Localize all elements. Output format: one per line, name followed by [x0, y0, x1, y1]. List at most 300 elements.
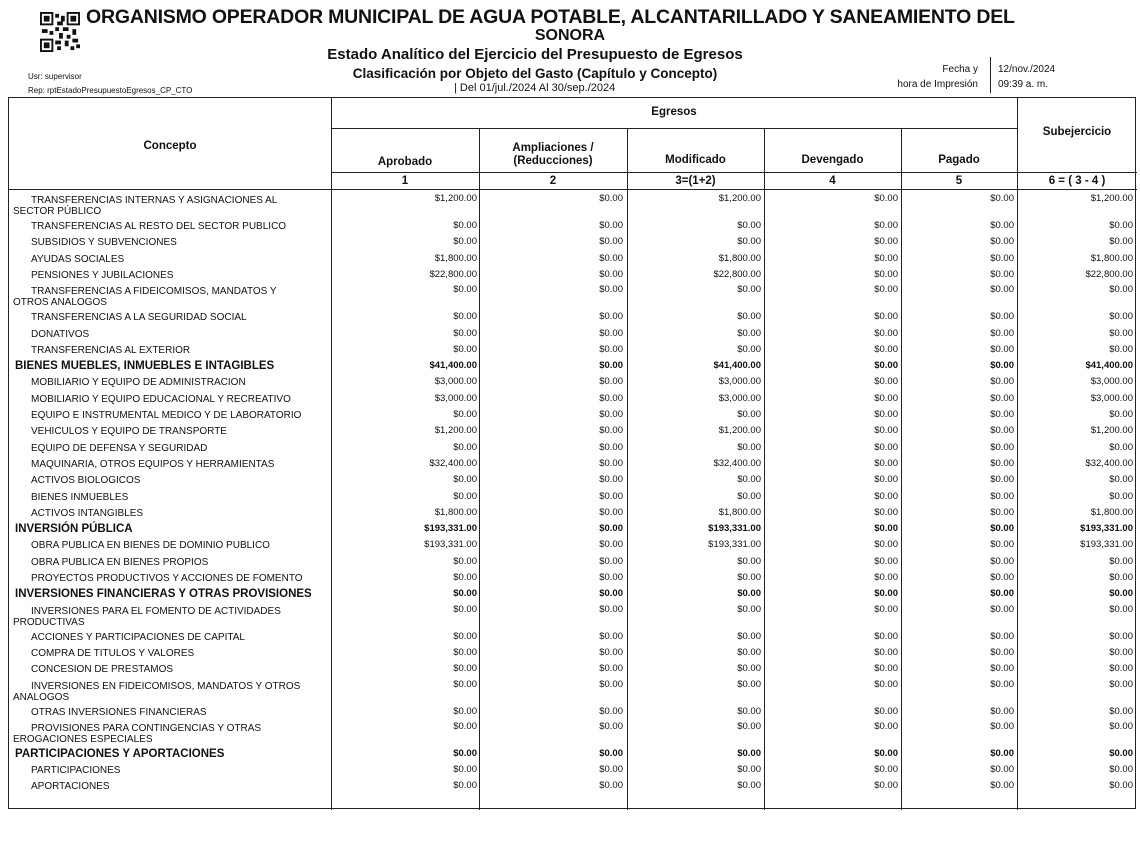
- amount-cell: $0.00: [599, 311, 623, 323]
- amount-cell: $0.00: [874, 603, 898, 615]
- amount-cell: $0.00: [1109, 630, 1133, 642]
- concepto-cell: [31, 312, 247, 323]
- amount-cell: $0.00: [874, 360, 898, 372]
- amount-cell: $0.00: [874, 678, 898, 690]
- amount-cell: $0.00: [990, 764, 1014, 776]
- concepto-cell: [13, 722, 262, 745]
- amount-cell: $0.00: [990, 311, 1014, 323]
- concepto-text: ACCIONES Y PARTICIPACIONES DE CAPITAL: [31, 631, 245, 643]
- amount-cell: $193,331.00: [424, 523, 477, 535]
- print-date-label-line2: hora de Impresión: [897, 79, 978, 90]
- amount-cell: $0.00: [874, 588, 898, 600]
- concepto-cell: [15, 523, 133, 535]
- amount-cell: $0.00: [737, 603, 761, 615]
- concepto-text-continuation: EROGACIONES ESPECIALES: [13, 733, 153, 745]
- amount-cell: $0.00: [1109, 646, 1133, 658]
- concepto-text-continuation: OTROS ANALOGOS: [13, 297, 107, 309]
- concepto-text: EQUIPO DE DEFENSA Y SEGURIDAD: [31, 442, 208, 454]
- amount-cell: $193,331.00: [1080, 523, 1133, 535]
- amount-cell: $0.00: [737, 720, 761, 732]
- amount-cell: $0.00: [874, 490, 898, 502]
- amount-cell: $0.00: [453, 409, 477, 420]
- amount-cell: $0.00: [1109, 705, 1133, 717]
- amount-cell: $0.00: [453, 780, 477, 792]
- amount-cell: $0.00: [874, 268, 898, 280]
- amount-cell: $0.00: [874, 376, 898, 388]
- concepto-cell: [31, 254, 124, 265]
- amount-cell: $0.00: [599, 523, 623, 535]
- concepto-cell: [31, 557, 208, 568]
- amount-cell: $0.00: [599, 343, 623, 355]
- amount-cell: $0.00: [453, 441, 477, 453]
- budget-table: [8, 97, 1136, 809]
- amount-cell: $0.00: [990, 780, 1014, 792]
- amount-cell: $0.00: [1109, 764, 1133, 776]
- amount-cell: $0.00: [737, 588, 761, 600]
- table-row: [9, 555, 1137, 571]
- amount-cell: $0.00: [453, 343, 477, 355]
- amount-cell: $32,400.00: [713, 457, 761, 469]
- amount-cell: $3,000.00: [718, 376, 761, 388]
- concepto-cell: [13, 680, 301, 703]
- concepto-cell: [31, 781, 110, 792]
- amount-cell: $0.00: [453, 646, 477, 658]
- header-colnum-2: 2: [549, 175, 557, 187]
- amount-cell: $0.00: [990, 588, 1014, 600]
- table-row: [9, 252, 1137, 268]
- concepto-cell: [15, 360, 274, 372]
- amount-cell: $0.00: [990, 409, 1014, 420]
- chapter-row: [9, 522, 1137, 538]
- amount-cell: $0.00: [453, 678, 477, 690]
- concepto-text-continuation: PRODUCTIVAS: [13, 616, 85, 628]
- amount-cell: $0.00: [453, 474, 477, 486]
- amount-cell: $0.00: [1109, 678, 1133, 690]
- amount-cell: $0.00: [990, 236, 1014, 248]
- amount-cell: $0.00: [990, 474, 1014, 486]
- amount-cell: $0.00: [874, 193, 898, 204]
- concepto-cell: [13, 195, 278, 217]
- concepto-text: OBRA PUBLICA EN BIENES DE DOMINIO PUBLICO: [31, 540, 270, 552]
- amount-cell: $0.00: [874, 705, 898, 717]
- header-ampliaciones: Ampliaciones / (Reducciones): [512, 142, 594, 167]
- concepto-cell: [15, 588, 312, 600]
- amount-cell: $0.00: [737, 441, 761, 453]
- concepto-cell: [31, 394, 291, 405]
- amount-cell: $0.00: [874, 720, 898, 732]
- concepto-text-continuation: ANALOGOS: [13, 691, 70, 703]
- concepto-cell: [31, 508, 143, 519]
- amount-cell: $0.00: [1109, 588, 1133, 600]
- amount-cell: $0.00: [599, 252, 623, 264]
- chapter-row: [9, 359, 1137, 375]
- table-row: [9, 310, 1137, 326]
- amount-cell: $0.00: [874, 343, 898, 355]
- amount-cell: $0.00: [453, 490, 477, 502]
- amount-cell: $0.00: [737, 409, 761, 420]
- print-date: 12/nov./2024: [998, 64, 1056, 75]
- amount-cell: $0.00: [737, 646, 761, 658]
- table-row: [9, 457, 1137, 473]
- amount-cell: $0.00: [990, 747, 1014, 759]
- amount-cell: $0.00: [737, 490, 761, 502]
- concepto-cell: [31, 475, 140, 486]
- concepto-text: INVERSIONES PARA EL FOMENTO DE ACTIVIDADES: [31, 605, 281, 617]
- table-row: [9, 646, 1137, 662]
- header-concepto: Concepto: [143, 140, 197, 152]
- print-date-value: [998, 62, 1055, 92]
- header-colnum-3: 3=(1+2): [675, 175, 716, 187]
- amount-cell: $0.00: [1109, 236, 1133, 248]
- concepto-text: INVERSIONES EN FIDEICOMISOS, MANDATOS Y OTROS: [31, 680, 301, 692]
- amount-cell: $0.00: [1109, 490, 1133, 502]
- concepto-text: BIENES INMUEBLES: [31, 491, 129, 503]
- amount-cell: $32,400.00: [429, 457, 477, 469]
- amount-cell: $0.00: [599, 457, 623, 469]
- table-row: [9, 327, 1137, 343]
- amount-cell: $0.00: [990, 457, 1014, 469]
- amount-cell: $1,200.00: [1090, 193, 1133, 204]
- report-id-label: Rep: rptEstadoPresupuestoEgresos_CP_CTO: [28, 86, 193, 95]
- amount-cell: $0.00: [1109, 555, 1133, 567]
- amount-cell: $3,000.00: [1090, 376, 1133, 388]
- amount-cell: $0.00: [990, 252, 1014, 264]
- concepto-cell: [13, 605, 281, 628]
- amount-cell: $0.00: [874, 220, 898, 231]
- amount-cell: $193,331.00: [708, 539, 761, 551]
- amount-cell: $0.00: [737, 555, 761, 567]
- amount-cell: $0.00: [990, 555, 1014, 567]
- amount-cell: $0.00: [1109, 603, 1133, 615]
- amount-cell: $1,800.00: [718, 506, 761, 518]
- amount-cell: $0.00: [599, 646, 623, 658]
- amount-cell: $3,000.00: [434, 376, 477, 388]
- amount-cell: $0.00: [599, 284, 623, 296]
- amount-cell: $0.00: [599, 705, 623, 717]
- amount-cell: $0.00: [1109, 311, 1133, 323]
- amount-cell: $0.00: [990, 392, 1014, 404]
- amount-cell: $0.00: [737, 284, 761, 296]
- concepto-text: VEHICULOS Y EQUIPO DE TRANSPORTE: [31, 426, 227, 438]
- table-row: [9, 235, 1137, 251]
- table-row: [9, 375, 1137, 391]
- amount-cell: $0.00: [737, 311, 761, 323]
- amount-cell: $0.00: [737, 663, 761, 675]
- amount-cell: $0.00: [1109, 343, 1133, 355]
- amount-cell: $0.00: [874, 474, 898, 486]
- amount-cell: $0.00: [874, 392, 898, 404]
- amount-cell: $0.00: [990, 490, 1014, 502]
- amount-cell: $0.00: [453, 236, 477, 248]
- amount-cell: $0.00: [599, 780, 623, 792]
- amount-cell: $1,800.00: [1090, 506, 1133, 518]
- amount-cell: $0.00: [990, 360, 1014, 372]
- amount-cell: $0.00: [737, 220, 761, 231]
- amount-cell: $0.00: [990, 630, 1014, 642]
- amount-cell: $0.00: [1109, 284, 1133, 296]
- concepto-text: TRANSFERENCIAS AL RESTO DEL SECTOR PUBLICO: [31, 221, 287, 232]
- table-row: [9, 424, 1137, 440]
- amount-cell: $0.00: [599, 747, 623, 759]
- amount-cell: $0.00: [599, 603, 623, 615]
- chapter-row: [9, 587, 1137, 603]
- amount-cell: $0.00: [453, 603, 477, 615]
- amount-cell: $3,000.00: [1090, 392, 1133, 404]
- amount-cell: $0.00: [1109, 474, 1133, 486]
- amount-cell: $0.00: [990, 343, 1014, 355]
- concepto-text: INVERSIONES FINANCIERAS Y OTRAS PROVISIONES: [15, 588, 312, 601]
- header-subejercicio: Subejercicio: [1042, 126, 1112, 138]
- amount-cell: $0.00: [1109, 720, 1133, 732]
- amount-cell: $0.00: [737, 572, 761, 583]
- amount-cell: $0.00: [453, 572, 477, 583]
- amount-cell: $0.00: [599, 539, 623, 551]
- amount-cell: $0.00: [599, 490, 623, 502]
- amount-cell: $0.00: [1109, 441, 1133, 453]
- concepto-text: TRANSFERENCIAS INTERNAS Y ASIGNACIONES AL: [31, 195, 278, 206]
- amount-cell: $0.00: [737, 678, 761, 690]
- concepto-cell: [31, 573, 303, 584]
- amount-cell: $0.00: [874, 506, 898, 518]
- amount-cell: $0.00: [874, 555, 898, 567]
- concepto-cell: [31, 270, 173, 281]
- amount-cell: $0.00: [990, 220, 1014, 231]
- amount-cell: $3,000.00: [718, 392, 761, 404]
- amount-cell: $0.00: [990, 193, 1014, 204]
- amount-cell: $1,800.00: [434, 252, 477, 264]
- amount-cell: $0.00: [737, 630, 761, 642]
- report-title: Estado Analítico del Ejercicio del Presupuesto de Egresos: [327, 46, 743, 63]
- amount-cell: $0.00: [599, 409, 623, 420]
- header-colnum-5: 5: [955, 175, 963, 187]
- amount-cell: $0.00: [1109, 220, 1133, 231]
- amount-cell: $0.00: [453, 555, 477, 567]
- amount-cell: $0.00: [990, 705, 1014, 717]
- table-row: [9, 473, 1137, 489]
- amount-cell: $0.00: [874, 646, 898, 658]
- concepto-cell: [31, 707, 207, 718]
- amount-cell: $0.00: [990, 441, 1014, 453]
- concepto-cell: [31, 540, 270, 551]
- amount-cell: $0.00: [599, 588, 623, 600]
- amount-cell: $32,400.00: [1085, 457, 1133, 469]
- concepto-cell: [31, 632, 245, 643]
- amount-cell: $22,800.00: [1085, 268, 1133, 280]
- amount-cell: $0.00: [453, 327, 477, 339]
- table-row: [9, 721, 1137, 747]
- amount-cell: $1,800.00: [434, 506, 477, 518]
- amount-cell: $0.00: [1109, 327, 1133, 339]
- table-row: [9, 779, 1137, 795]
- concepto-text: TRANSFERENCIAS A FIDEICOMISOS, MANDATOS Y: [31, 286, 277, 298]
- amount-cell: $1,800.00: [1090, 252, 1133, 264]
- amount-cell: $0.00: [599, 572, 623, 583]
- amount-cell: $41,400.00: [429, 360, 477, 372]
- concepto-text: OTRAS INVERSIONES FINANCIERAS: [31, 706, 207, 718]
- concepto-cell: [31, 221, 286, 232]
- amount-cell: $0.00: [453, 663, 477, 675]
- concepto-cell: [31, 765, 120, 776]
- chapter-row: [9, 747, 1137, 763]
- concepto-text-continuation: SECTOR PÚBLICO: [13, 206, 102, 217]
- grid-line: [9, 189, 1137, 190]
- concepto-text: MOBILIARIO Y EQUIPO EDUCACIONAL Y RECREATIVO: [31, 393, 291, 405]
- table-row: [9, 268, 1137, 284]
- amount-cell: $0.00: [874, 284, 898, 296]
- user-label: Usr: supervisor: [28, 72, 82, 81]
- header-pagado: Pagado: [938, 154, 980, 166]
- concepto-text: EQUIPO E INSTRUMENTAL MEDICO Y DE LABORATORIO: [31, 410, 302, 421]
- concepto-text: APORTACIONES: [31, 781, 110, 793]
- report-subtitle: Clasificación por Objeto del Gasto (Capítulo y Concepto): [352, 66, 718, 81]
- table-row: [9, 506, 1137, 522]
- concepto-text: CONCESION DE PRESTAMOS: [31, 664, 174, 676]
- concepto-text: PARTICIPACIONES: [31, 765, 121, 777]
- amount-cell: $0.00: [737, 343, 761, 355]
- print-time: 09:39 a. m.: [998, 79, 1049, 90]
- concepto-cell: [31, 664, 173, 675]
- amount-cell: $0.00: [990, 327, 1014, 339]
- concepto-text: COMPRA DE TITULOS Y VALORES: [31, 647, 195, 659]
- amount-cell: $1,200.00: [1090, 425, 1133, 437]
- amount-cell: $0.00: [874, 572, 898, 583]
- concepto-text: ACTIVOS INTANGIBLES: [31, 507, 144, 519]
- print-date-label: [880, 62, 978, 92]
- amount-cell: $0.00: [599, 425, 623, 437]
- amount-cell: $0.00: [874, 457, 898, 469]
- amount-cell: $0.00: [453, 220, 477, 231]
- amount-cell: $1,200.00: [718, 425, 761, 437]
- amount-cell: $0.00: [874, 539, 898, 551]
- concepto-cell: [31, 426, 227, 437]
- concepto-cell: [31, 492, 128, 503]
- amount-cell: $0.00: [737, 236, 761, 248]
- table-row: [9, 538, 1137, 554]
- concepto-text: MOBILIARIO Y EQUIPO DE ADMINISTRACION: [31, 377, 246, 389]
- organization-title-line2: SONORA: [534, 27, 606, 44]
- concepto-text: TRANSFERENCIAS AL EXTERIOR: [31, 344, 191, 356]
- amount-cell: $0.00: [737, 327, 761, 339]
- amount-cell: $0.00: [990, 523, 1014, 535]
- amount-cell: $3,000.00: [434, 392, 477, 404]
- amount-cell: $0.00: [990, 539, 1014, 551]
- amount-cell: $0.00: [990, 506, 1014, 518]
- amount-cell: $1,800.00: [718, 252, 761, 264]
- table-row: [9, 763, 1137, 779]
- concepto-cell: [31, 443, 207, 454]
- concepto-text: PROYECTOS PRODUCTIVOS Y ACCIONES DE FOMENTO: [31, 573, 303, 584]
- amount-cell: $0.00: [874, 780, 898, 792]
- header-colnum-1: 1: [401, 175, 409, 187]
- concepto-text: MAQUINARIA, OTROS EQUIPOS Y HERRAMIENTAS: [31, 458, 275, 470]
- amount-cell: $0.00: [990, 603, 1014, 615]
- amount-cell: $0.00: [599, 236, 623, 248]
- amount-cell: $1,200.00: [434, 425, 477, 437]
- amount-cell: $0.00: [737, 780, 761, 792]
- amount-cell: $0.00: [599, 441, 623, 453]
- amount-cell: $0.00: [599, 764, 623, 776]
- amount-cell: $0.00: [990, 572, 1014, 583]
- grid-line: [331, 172, 1137, 173]
- amount-cell: $22,800.00: [713, 268, 761, 280]
- concepto-cell: [31, 648, 194, 659]
- amount-cell: $1,200.00: [434, 193, 477, 204]
- table-row: [9, 630, 1137, 646]
- table-row: [9, 705, 1137, 721]
- concepto-text: PENSIONES Y JUBILACIONES: [31, 269, 174, 281]
- amount-cell: $0.00: [874, 409, 898, 420]
- amount-cell: $0.00: [453, 630, 477, 642]
- concepto-cell: [31, 345, 190, 356]
- table-row: [9, 679, 1137, 705]
- amount-cell: $0.00: [874, 327, 898, 339]
- amount-cell: $0.00: [453, 720, 477, 732]
- concepto-cell: [13, 286, 277, 309]
- amount-cell: $0.00: [874, 252, 898, 264]
- amount-cell: $0.00: [1109, 780, 1133, 792]
- print-date-separator: [990, 57, 991, 93]
- table-row: [9, 343, 1137, 359]
- concepto-text: TRANSFERENCIAS A LA SEGURIDAD SOCIAL: [31, 312, 247, 324]
- concepto-cell: [31, 329, 89, 340]
- table-row: [9, 441, 1137, 457]
- grid-line: [331, 128, 1017, 129]
- print-date-label-line1: Fecha y: [942, 64, 978, 75]
- concepto-text: BIENES MUEBLES, INMUEBLES E INTAGIBLES: [15, 360, 275, 373]
- concepto-text: DONATIVOS: [31, 328, 90, 340]
- concepto-cell: [31, 410, 301, 421]
- amount-cell: $0.00: [874, 747, 898, 759]
- amount-cell: $0.00: [874, 630, 898, 642]
- amount-cell: $0.00: [453, 588, 477, 600]
- amount-cell: $0.00: [990, 663, 1014, 675]
- amount-cell: $193,331.00: [1080, 539, 1133, 551]
- concepto-cell: [31, 459, 274, 470]
- amount-cell: $0.00: [453, 764, 477, 776]
- table-row: [9, 193, 1137, 219]
- amount-cell: $0.00: [599, 327, 623, 339]
- amount-cell: $41,400.00: [1085, 360, 1133, 372]
- amount-cell: $0.00: [453, 284, 477, 296]
- amount-cell: $0.00: [599, 663, 623, 675]
- amount-cell: $193,331.00: [424, 539, 477, 551]
- table-row: [9, 219, 1137, 235]
- amount-cell: $41,400.00: [713, 360, 761, 372]
- header-devengado: Devengado: [801, 154, 864, 166]
- amount-cell: $0.00: [599, 555, 623, 567]
- amount-cell: $0.00: [599, 193, 623, 204]
- header-aprobado: Aprobado: [377, 156, 433, 168]
- concepto-cell: [31, 377, 246, 388]
- table-row: [9, 392, 1137, 408]
- amount-cell: $0.00: [990, 425, 1014, 437]
- amount-cell: $0.00: [599, 678, 623, 690]
- amount-cell: $0.00: [1109, 409, 1133, 420]
- report-period: | Del 01/jul./2024 Al 30/sep./2024: [454, 82, 616, 94]
- concepto-text: ACTIVOS BIOLOGICOS: [31, 475, 141, 487]
- amount-cell: $0.00: [599, 506, 623, 518]
- amount-cell: $0.00: [599, 268, 623, 280]
- concepto-cell: [15, 748, 224, 760]
- amount-cell: $1,200.00: [718, 193, 761, 204]
- amount-cell: $0.00: [990, 268, 1014, 280]
- amount-cell: $193,331.00: [708, 523, 761, 535]
- amount-cell: $0.00: [599, 630, 623, 642]
- amount-cell: $0.00: [737, 747, 761, 759]
- table-row: [9, 571, 1137, 587]
- amount-cell: $0.00: [874, 523, 898, 535]
- header-modificado: Modificado: [665, 154, 726, 166]
